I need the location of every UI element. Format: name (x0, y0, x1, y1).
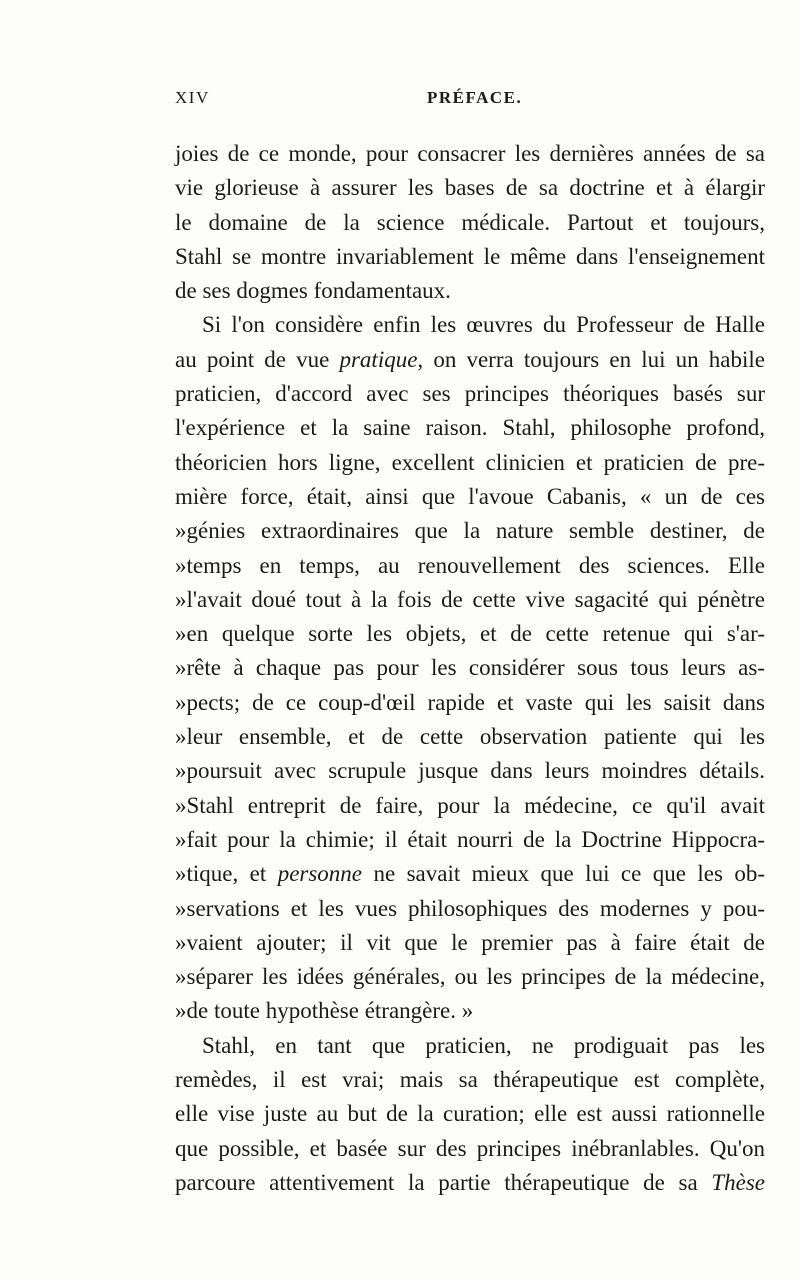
text-line: de ses dogmes fondamentaux. (175, 278, 451, 304)
text-line: que possible, et basée sur des principes inébranlables. Qu'on (175, 1135, 765, 1161)
text-line: »de toute hypothèse étrangère. » (175, 998, 474, 1024)
text-run: Si l'on considère enfin les œuvres du Professeur de Halle (202, 312, 765, 338)
text-line (175, 343, 765, 377)
text-line (175, 1166, 765, 1200)
text-line: »l'avait doué tout à la fois de cette vive sagacité qui pénètre (175, 586, 765, 612)
italic-text: personne (277, 861, 363, 887)
text-line (175, 857, 765, 891)
text-line: »Stahl entreprit de faire, pour la médecine, ce qu'il avait (175, 792, 765, 818)
text-line: Stahl, en tant que praticien, ne prodiguait pas les (202, 1032, 765, 1058)
italic-text: pratique, (339, 346, 424, 372)
text-line: l'expérience et la saine raison. Stahl, philosophe profond, (175, 415, 765, 441)
text-line: »génies extraordinaires que la nature semble destiner, de (175, 518, 765, 544)
text-line: remèdes, il est vrai; mais sa thérapeutique est complète, (175, 1067, 765, 1093)
text-line: »en quelque sorte les objets, et de cette retenue qui s'ar- (175, 621, 765, 647)
italic-text: Thèse (711, 1169, 765, 1195)
body-text (175, 137, 765, 1200)
text-line: »vaient ajouter; il vit que le premier pas à faire était de (175, 929, 765, 955)
text-line: Stahl se montre invariablement le même dans l'enseignement (175, 243, 765, 269)
text-run: ne savait mieux que lui ce que les ob- (362, 861, 765, 887)
text-line: joies de ce monde, pour consacrer les dernières années de sa (175, 141, 765, 166)
text-line: »pects; de ce coup-d'œil rapide et vaste qui les saisit dans (175, 689, 765, 715)
running-title: PRÉFACE. (427, 88, 523, 107)
text-run: parcoure attentivement la partie thérapeutique de sa (175, 1169, 712, 1195)
text-line: elle vise juste au but de la curation; elle est aussi rationnelle (175, 1101, 765, 1127)
text-line: »servations et les vues philosophiques des modernes y pou- (175, 895, 765, 921)
text-line: »temps en temps, au renouvellement des sciences. Elle (175, 552, 765, 578)
text-run: on verra toujours en lui un habile (423, 346, 766, 372)
text-run: au point de vue (175, 346, 340, 372)
page-number: XIV (175, 88, 210, 107)
text-line: théoricien hors ligne, excellent clinicien et praticien de pre- (175, 449, 765, 475)
text-line: le domaine de la science médicale. Partout et toujours, (175, 209, 765, 235)
text-line: »rête à chaque pas pour les considérer sous tous leurs as- (175, 655, 765, 681)
text-line: mière force, était, ainsi que l'avoue Cabanis, « un de ces (175, 483, 765, 509)
text-run: »tique, et (175, 861, 278, 887)
text-line: »séparer les idées générales, ou les principes de la médecine, (175, 964, 765, 990)
text-line: vie glorieuse à assurer les bases de sa doctrine et à élargir (175, 175, 765, 201)
text-line: »leur ensemble, et de cette observation patiente qui les (175, 724, 765, 750)
text-line: praticien, d'accord avec ses principes théoriques basés sur (175, 381, 765, 407)
text-line: »poursuit avec scrupule jusque dans leurs moindres détails. (175, 758, 765, 784)
text-line (175, 308, 765, 342)
text-line: »fait pour la chimie; il était nourri de la Doctrine Hippocra- (175, 826, 765, 852)
running-head (175, 88, 765, 112)
